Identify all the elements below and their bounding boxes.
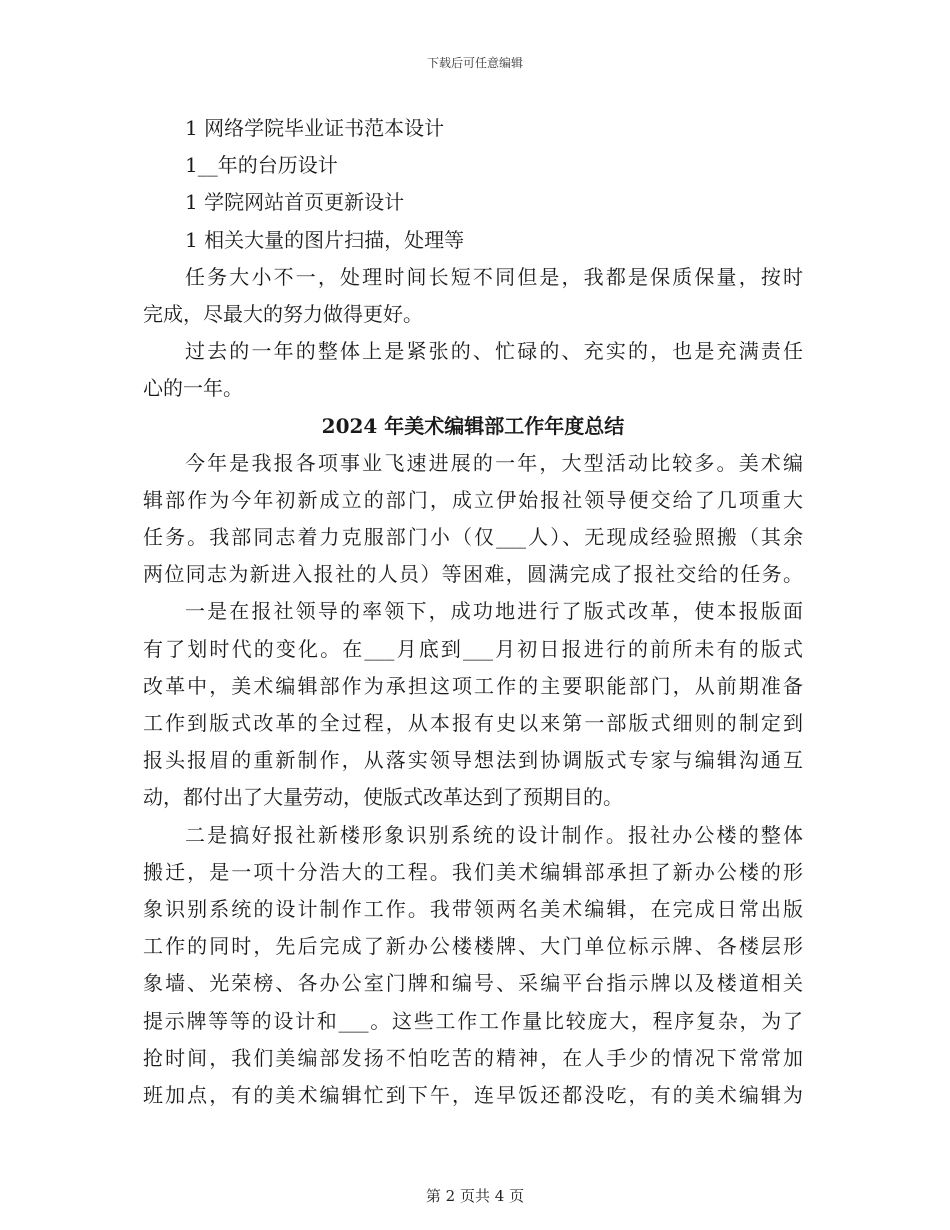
paragraph-line: 工作到版式改革的全过程，从本报有史以来第一部版式细则的制定到 bbox=[143, 711, 803, 735]
paragraph-line: 抢时间，我们美编部发扬不怕吃苦的精神，在人手少的情况下常常加 bbox=[143, 1045, 803, 1070]
paragraph-line: 提示牌等等的设计和___。这些工作工作量比较庞大，程序复杂，为了 bbox=[143, 1008, 803, 1033]
paragraph-line: 心的一年。 bbox=[143, 376, 243, 401]
paragraph-line: 两位同志为新进入报社的人员）等困难，圆满完成了报社交给的任务。 bbox=[143, 562, 803, 587]
paragraph-line: 搬迁，是一项十分浩大的工程。我们美术编辑部承担了新办公楼的形 bbox=[143, 859, 803, 884]
paragraph-line: 象识别系统的设计制作工作。我带领两名美术编辑，在完成日常出版 bbox=[143, 896, 803, 921]
paragraph-line: 任务。我部同志着力克服部门小（仅___人）、无现成经验照搬（其余 bbox=[143, 525, 803, 550]
paragraph-line: 今年是我报各项事业飞速进展的一年，大型活动比较多。美术编 bbox=[185, 450, 803, 475]
paragraph-line: 象墙、光荣榜、各办公室门牌和编号、采编平台指示牌以及楼道相关 bbox=[143, 971, 803, 996]
list-item: 1 学院网站首页更新设计 bbox=[185, 190, 405, 215]
paragraph-line: 一是在报社领导的率领下，成功地进行了版式改革，使本报版面 bbox=[185, 599, 803, 624]
paragraph-line: 动，都付出了大量劳动，使版式改革达到了预期目的。 bbox=[143, 785, 623, 810]
list-item: 1 网络学院毕业证书范本设计 bbox=[185, 116, 445, 140]
paragraph-line: 工作的同时，先后完成了新办公楼楼牌、大门单位标示牌、各楼层形 bbox=[143, 934, 803, 959]
paragraph-line: 二是搞好报社新楼形象识别系统的设计制作。报社办公楼的整体 bbox=[185, 822, 803, 847]
paragraph-line: 班加点，有的美术编辑忙到下午，连早饭还都没吃，有的美术编辑为 bbox=[143, 1082, 803, 1107]
paragraph-line: 完成，尽最大的努力做得更好。 bbox=[143, 301, 423, 326]
page-header: 下载后可任意编辑 bbox=[426, 56, 523, 70]
page-footer: 第 2 页共 4 页 bbox=[425, 1187, 525, 1205]
document-body bbox=[143, 110, 803, 1114]
paragraph-line: 过去的一年的整体上是紧张的、忙碌的、充实的，也是充满责任 bbox=[185, 339, 803, 364]
list-item: 1 相关大量的图片扫描，处理等 bbox=[185, 227, 465, 252]
paragraph-line: 辑部作为今年初新成立的部门，成立伊始报社领导便交给了几项重大 bbox=[143, 487, 803, 512]
list-item: 1__年的台历设计 bbox=[185, 153, 338, 178]
paragraph-line: 有了划时代的变化。在___月底到___月初日报进行的前所未有的版式 bbox=[143, 636, 803, 661]
paragraph-line: 改革中，美术编辑部作为承担这项工作的主要职能部门，从前期准备 bbox=[143, 673, 803, 698]
paragraph-line: 任务大小不一，处理时间长短不同但是，我都是保质保量，按时 bbox=[185, 264, 803, 289]
paragraph-line: 报头报眉的重新制作，从落实领导想法到协调版式专家与编辑沟通互 bbox=[143, 748, 803, 773]
section-title: 2024 年美术编辑部工作年度总结 bbox=[321, 413, 625, 438]
